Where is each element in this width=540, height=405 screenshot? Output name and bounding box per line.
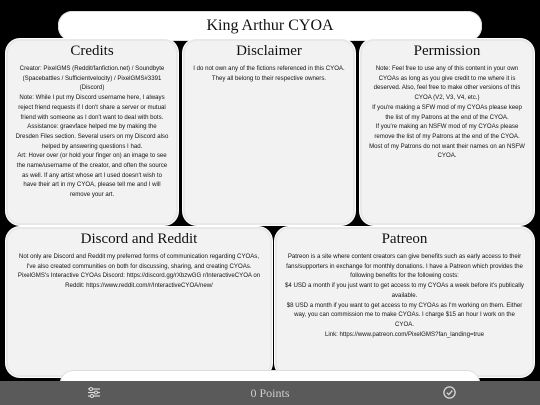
discord-heading: Discord and Reddit (80, 231, 198, 247)
disclaimer-heading: Disclaimer (236, 43, 302, 59)
disclaimer-line: I do not own any of the fictions referenced in this CYOA. They all belong to their respective owners. (193, 65, 345, 82)
permission-line: Note: Feel free to use any of this content in your own CYOAs as long as you give credit to me where it is deserved. Also, feel free to make other versions of this CYOA (V2, V3, V4, etc.) (373, 65, 521, 102)
page-title: King Arthur CYOA (58, 11, 482, 41)
patreon-line: Patreon is a site where content creators can give benefits such as early access to their fans/supporters in exchange for monthly donations. I have a Patreon which provides the following benefits for the following costs: (286, 253, 523, 280)
patreon-heading: Patreon (381, 231, 428, 247)
permission-heading: Permission (413, 43, 481, 59)
check-circle-icon[interactable] (443, 386, 456, 399)
disclaimer-card[interactable] (183, 39, 355, 225)
credits-line: Note: While I put my Discord username here, I always reject friend requests if I don't share a server or mutual friend with someone as I don't want to deal with bots. (18, 94, 166, 121)
permission-card[interactable] (360, 39, 534, 225)
disclaimer-body (192, 64, 346, 83)
patreon-card[interactable] (275, 227, 534, 377)
credits-card[interactable] (6, 39, 178, 225)
credits-line: Art: Hover over (or hold your finger on) an image to see the name/username of the creator, and often the source as well. If any artist whose art I used doesn't wish to have their art in my CYOA, please tell me and I will remove your art. (16, 152, 168, 199)
discord-body (15, 252, 263, 291)
discord-line: Not only are Discord and Reddit my preferred forms of communication regarding CYOAs, I've also created communities on both for discussing, sharing, and creating CYOAs. (18, 253, 260, 270)
credits-heading: Credits (70, 43, 114, 59)
patreon-line: $4 USD a month if you just want to get access to my CYOAs a week before it's publically available. (285, 282, 524, 299)
points-counter: 0 Points (250, 385, 290, 400)
permission-body (369, 64, 525, 161)
patreon-line: Link: https://www.patreon.com/PixelGMS?fan_landing=true (324, 330, 485, 338)
list-settings-icon[interactable] (88, 387, 100, 398)
permission-line: If you're making a SFW mod of my CYOAs please keep the list of my Patrons at the end of the CYOA. (372, 103, 522, 121)
permission-line: If you're making an NSFW mod of my CYOAs please remove the list of my Patrons at the end of the CYOA. Most of my Patrons do not want their names on an NSFW CYOA. (369, 123, 525, 160)
discord-line: PixelGMS's Interactive CYOAs Discord: https://discord.gg/rXbzwGG r/InteractiveCYOA on Reddit: https://www.reddit.com/r/InteractiveCYOA/new/ (17, 272, 261, 290)
patreon-line: $8 USD a month if you want to get access to my CYOAs as I'm working on them. Either way, you can commission me to make CYOAs. I charge $15 an hour I work on the CYOA. (286, 301, 523, 328)
points-footer-bar (0, 381, 540, 405)
discord-reddit-card[interactable] (6, 227, 272, 377)
credits-line: Assistance: graevface helped me by making the Dresden Files section. Several users on my Discord also helped by answering questions I had. (15, 123, 169, 150)
patreon-body (284, 252, 525, 339)
credits-line: Creator: PixelGMS (Reddit/fanfiction.net) / Soundbyte (Spacebattles / Sufficientvelocity) / PixelGMS#3391 (Discord) (19, 65, 165, 92)
credits-body (15, 64, 169, 200)
